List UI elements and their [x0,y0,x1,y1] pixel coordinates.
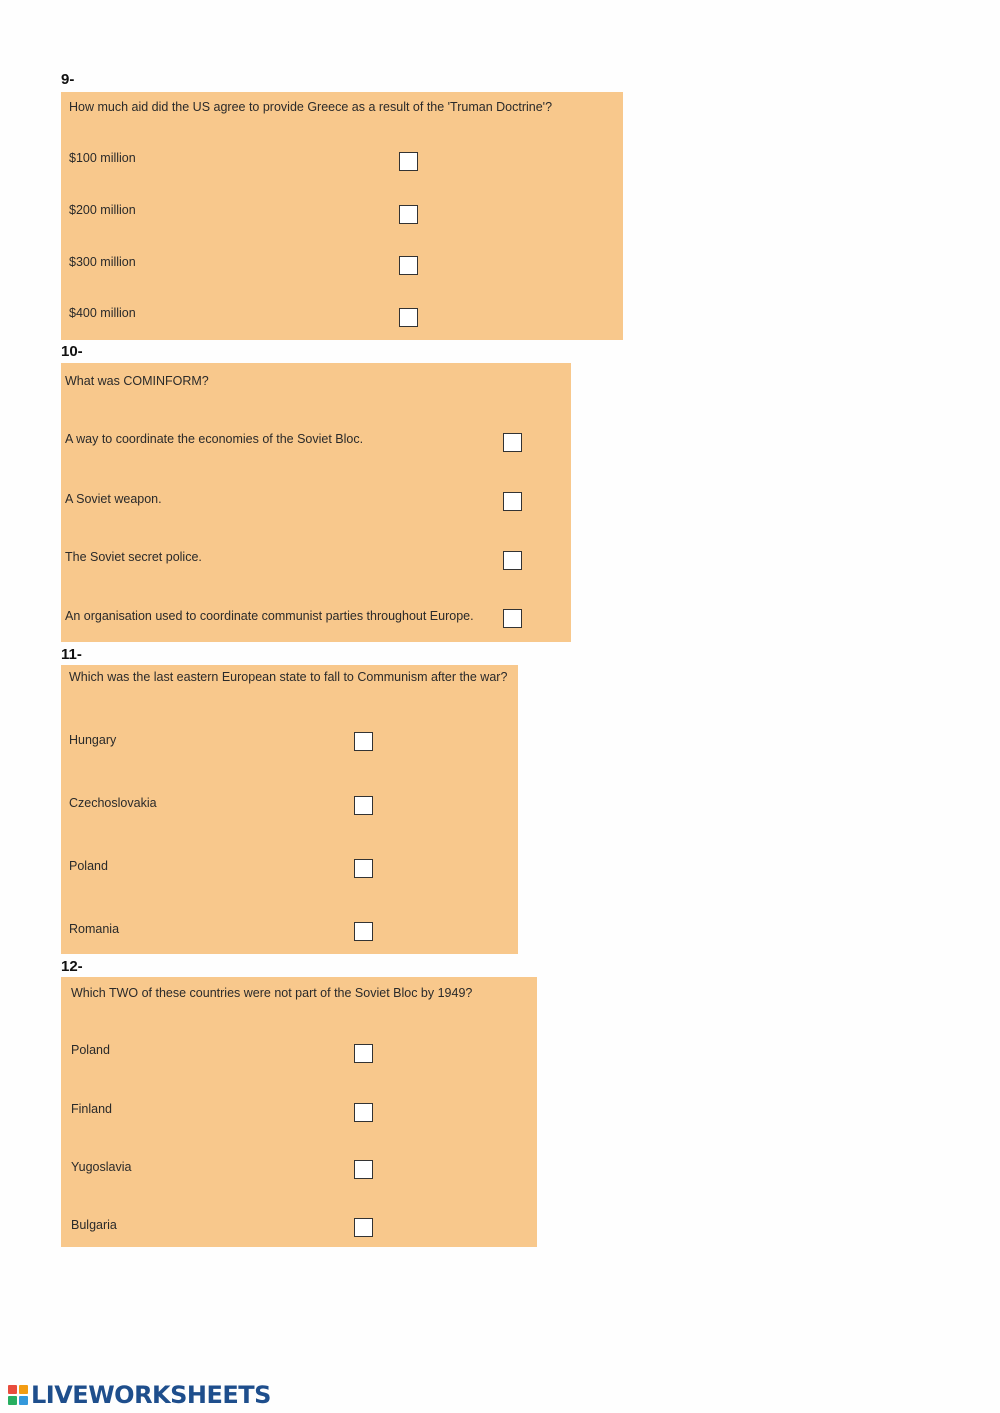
question-10-option-2-label: A Soviet weapon. [65,492,162,506]
question-12-option-3-label: Yugoslavia [71,1160,132,1174]
question-11-option-4-checkbox[interactable] [354,922,373,941]
question-11-option-2-checkbox[interactable] [354,796,373,815]
question-12-option-2-label: Finland [71,1102,112,1116]
question-10-option-3-label: The Soviet secret police. [65,550,202,564]
question-9-box [61,92,623,340]
question-number-10: 10- [61,343,83,360]
question-9-option-2-label: $200 million [69,203,136,217]
logo-square-2 [19,1385,28,1394]
question-11-box [61,665,518,954]
logo-grid-icon [8,1385,28,1405]
logo-text: LIVEWORKSHEETS [31,1381,271,1409]
question-9-option-3-label: $300 million [69,255,136,269]
question-11-option-1-checkbox[interactable] [354,732,373,751]
logo-square-1 [8,1385,17,1394]
question-10-option-1-checkbox[interactable] [503,433,522,452]
question-12-text: Which TWO of these countries were not part of the Soviet Bloc by 1949? [71,986,473,1000]
question-11-option-3-checkbox[interactable] [354,859,373,878]
question-11-text: Which was the last eastern European state to fall to Communism after the war? [69,670,508,684]
question-10-text: What was COMINFORM? [65,374,209,388]
question-number-9: 9- [61,71,75,88]
question-10-box [61,363,571,642]
question-9-option-4-checkbox[interactable] [399,308,418,327]
question-9-option-4-label: $400 million [69,306,136,320]
logo-square-4 [19,1396,28,1405]
question-12-option-2-checkbox[interactable] [354,1103,373,1122]
question-9-option-3-checkbox[interactable] [399,256,418,275]
liveworksheets-logo [8,1380,271,1410]
question-12-option-4-label: Bulgaria [71,1218,117,1232]
question-10-option-4-label: An organisation used to coordinate communist parties throughout Europe. [65,609,474,623]
question-9-option-1-checkbox[interactable] [399,152,418,171]
question-12-box [61,977,537,1247]
question-12-option-3-checkbox[interactable] [354,1160,373,1179]
question-10-option-3-checkbox[interactable] [503,551,522,570]
question-9-text: How much aid did the US agree to provide Greece as a result of the 'Truman Doctrine'? [69,100,553,114]
question-number-11: 11- [61,646,82,663]
question-12-option-1-label: Poland [71,1043,110,1057]
question-11-option-1-label: Hungary [69,733,117,747]
question-9-option-2-checkbox[interactable] [399,205,418,224]
question-11-option-4-label: Romania [69,922,120,936]
question-11-option-2-label: Czechoslovakia [69,796,157,810]
question-10-option-2-checkbox[interactable] [503,492,522,511]
question-12-option-1-checkbox[interactable] [354,1044,373,1063]
logo-square-3 [8,1396,17,1405]
question-10-option-1-label: A way to coordinate the economies of the Soviet Bloc. [65,432,364,446]
question-10-option-4-checkbox[interactable] [503,609,522,628]
question-11-option-3-label: Poland [69,859,108,873]
question-number-12: 12- [61,958,83,975]
question-12-option-4-checkbox[interactable] [354,1218,373,1237]
question-9-option-1-label: $100 million [69,151,136,165]
